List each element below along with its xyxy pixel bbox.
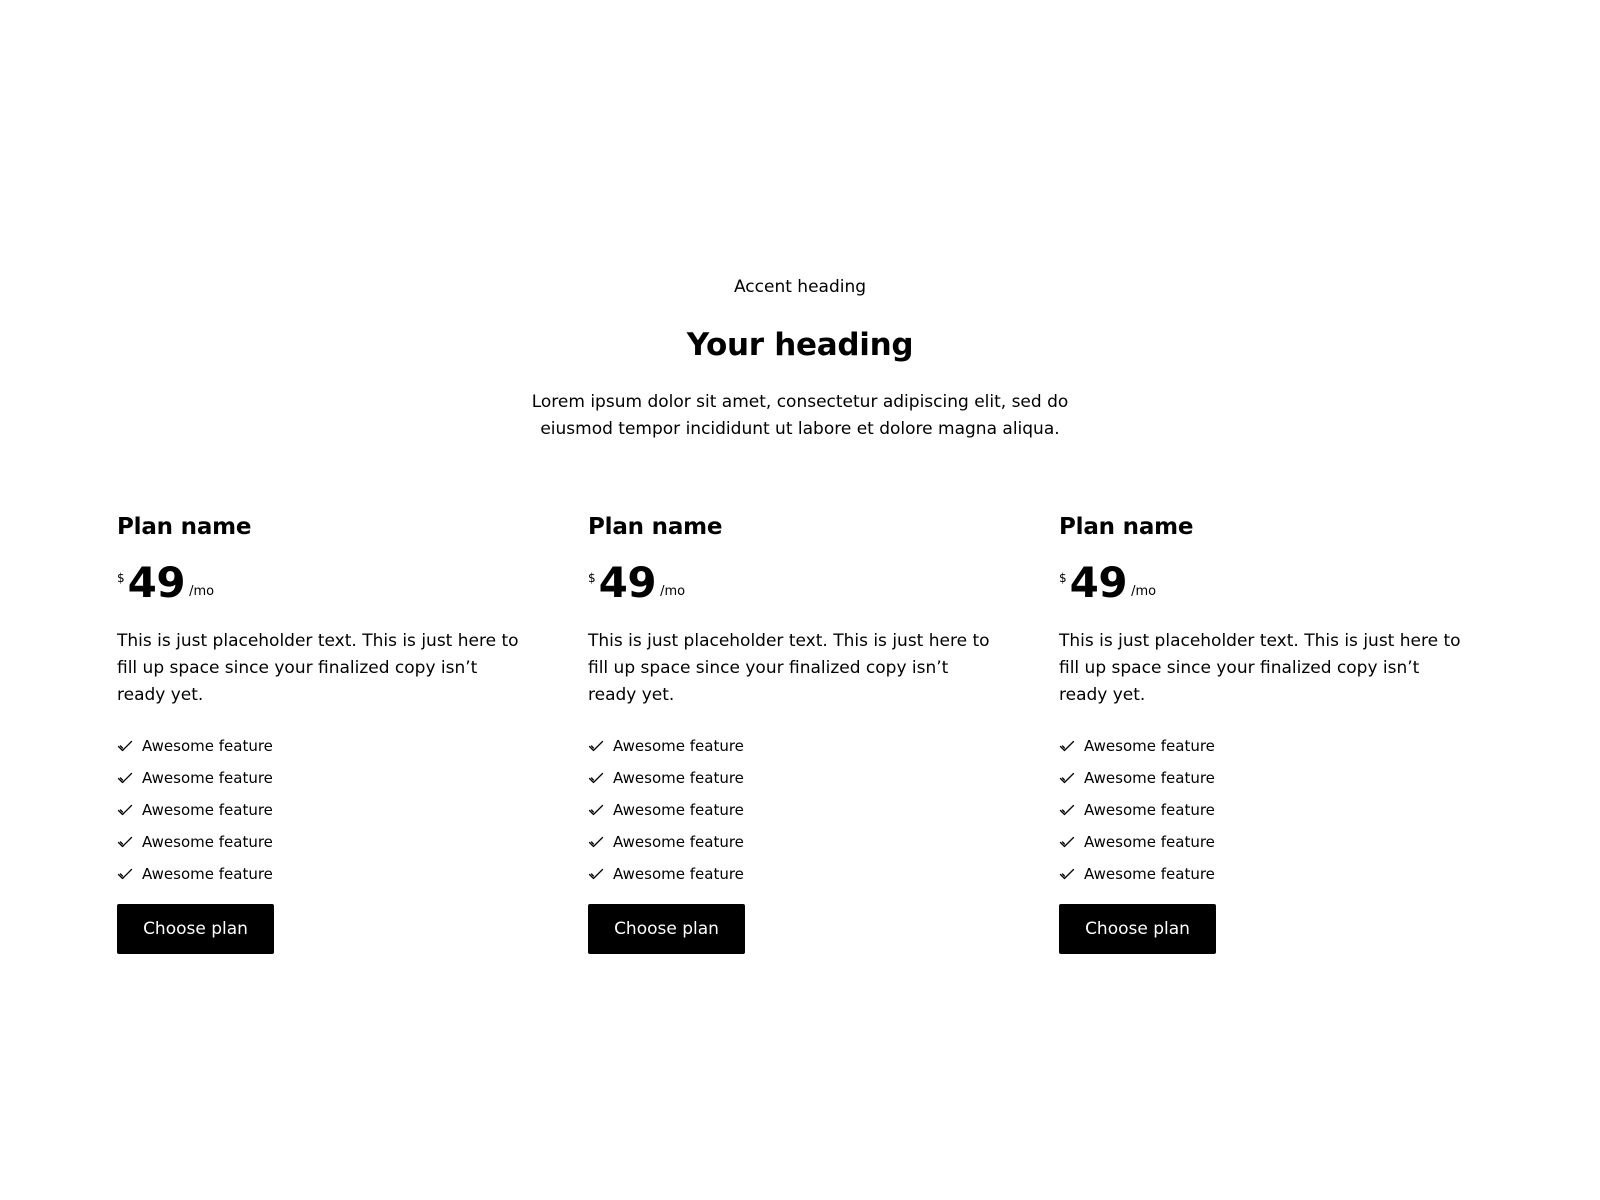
feature-item: [1059, 730, 1469, 762]
plan-description: This is just placeholder text. This is just here to fill up space since your finalized copy isn’t ready yet.: [588, 631, 990, 705]
feature-item: [588, 794, 998, 826]
feature-label: Awesome feature: [613, 801, 744, 819]
plan-card: [117, 512, 527, 954]
price-period: /mo: [660, 584, 686, 599]
feature-item: [1059, 858, 1469, 890]
page-title: Your heading: [686, 327, 914, 363]
price-currency: $: [1059, 571, 1067, 585]
plan-price: [1059, 560, 1469, 606]
feature-label: Awesome feature: [1084, 865, 1215, 883]
feature-label: Awesome feature: [1084, 833, 1215, 851]
choose-plan-button[interactable]: Choose plan: [117, 904, 274, 954]
plan-card: [1059, 512, 1469, 954]
check-icon: [117, 802, 133, 818]
feature-item: [588, 826, 998, 858]
choose-plan-button[interactable]: Choose plan: [1059, 904, 1216, 954]
feature-item: [117, 730, 527, 762]
feature-list: [588, 730, 998, 890]
feature-item: [1059, 762, 1469, 794]
feature-label: Awesome feature: [1084, 801, 1215, 819]
feature-item: [117, 858, 527, 890]
check-icon: [1059, 866, 1075, 882]
check-icon: [117, 866, 133, 882]
feature-item: [588, 858, 998, 890]
feature-item: [588, 762, 998, 794]
plan-description: This is just placeholder text. This is just here to fill up space since your finalized copy isn’t ready yet.: [1059, 631, 1461, 705]
price-amount: 49: [1069, 558, 1128, 607]
check-icon: [588, 802, 604, 818]
feature-item: [117, 762, 527, 794]
plan-card: [588, 512, 998, 954]
price-currency: $: [117, 571, 125, 585]
price-period: /mo: [1131, 584, 1157, 599]
pricing-intro: [0, 276, 1600, 443]
check-icon: [117, 834, 133, 850]
price-amount: 49: [598, 558, 657, 607]
feature-item: [1059, 794, 1469, 826]
feature-item: [117, 794, 527, 826]
feature-item: [1059, 826, 1469, 858]
plan-name: Plan name: [588, 514, 723, 540]
feature-item: [588, 730, 998, 762]
check-icon: [588, 866, 604, 882]
feature-label: Awesome feature: [613, 737, 744, 755]
plan-price: [117, 560, 527, 606]
lead-paragraph: Lorem ipsum dolor sit amet, consectetur adipiscing elit, sed do eiusmod tempor incididunt ut labore et dolore magna aliqua.: [531, 392, 1069, 439]
feature-label: Awesome feature: [613, 833, 744, 851]
feature-label: Awesome feature: [613, 865, 744, 883]
accent-heading: Accent heading: [733, 277, 867, 297]
check-icon: [117, 770, 133, 786]
feature-label: Awesome feature: [1084, 737, 1215, 755]
feature-label: Awesome feature: [142, 737, 273, 755]
feature-label: Awesome feature: [1084, 769, 1215, 787]
check-icon: [588, 738, 604, 754]
check-icon: [1059, 738, 1075, 754]
price-amount: 49: [127, 558, 186, 607]
check-icon: [117, 738, 133, 754]
check-icon: [588, 770, 604, 786]
feature-list: [117, 730, 527, 890]
feature-list: [1059, 730, 1469, 890]
check-icon: [1059, 834, 1075, 850]
plan-name: Plan name: [1059, 514, 1194, 540]
check-icon: [1059, 802, 1075, 818]
price-period: /mo: [189, 584, 215, 599]
choose-plan-button[interactable]: Choose plan: [588, 904, 745, 954]
price-currency: $: [588, 571, 596, 585]
plan-price: [588, 560, 998, 606]
check-icon: [1059, 770, 1075, 786]
feature-item: [117, 826, 527, 858]
feature-label: Awesome feature: [142, 833, 273, 851]
plan-description: This is just placeholder text. This is just here to fill up space since your finalized copy isn’t ready yet.: [117, 631, 519, 705]
feature-label: Awesome feature: [142, 769, 273, 787]
feature-label: Awesome feature: [142, 865, 273, 883]
feature-label: Awesome feature: [613, 769, 744, 787]
plans-grid: [117, 512, 1529, 954]
feature-label: Awesome feature: [142, 801, 273, 819]
plan-name: Plan name: [117, 514, 252, 540]
check-icon: [588, 834, 604, 850]
